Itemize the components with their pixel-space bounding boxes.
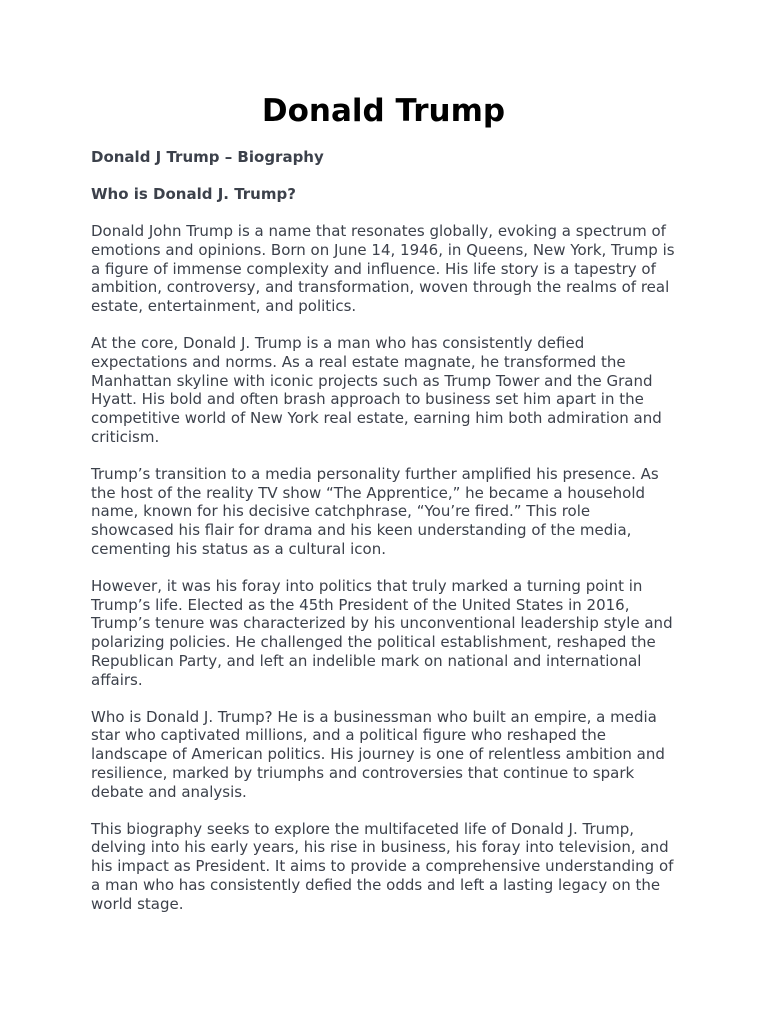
paragraph-real-estate: At the core, Donald J. Trump is a man who has consistently defied expectations and norms. As a real estate magnate, he transformed the Manhattan skyline with iconic projects such as Trump Tower and the Grand Hyatt. His bold and often brash approach to business set him apart in the competitive world of New York real estate, earning him both admiration and criticism. <box>91 333 662 446</box>
document-title: Donald Trump <box>261 93 506 129</box>
paragraph-scope: This biography seeks to explore the multifaceted life of Donald J. Trump, delving into his early years, his rise in business, his foray into television, and his impact as President. It aims to provide a comprehensive understanding of a man who has consistently defied the odds and left a lasting legacy on the world stage. <box>91 819 674 913</box>
paragraph-summary: Who is Donald J. Trump? He is a businessman who built an empire, a media star who captivated millions, and a political figure who reshaped the landscape of American politics. His journey is one of relentless ambition and resilience, marked by triumphs and controversies that continue to spark debate and analysis. <box>91 707 665 801</box>
paragraph-intro: Donald John Trump is a name that resonates globally, evoking a spectrum of emotions and opinions. Born on June 14, 1946, in Queens, New York, Trump is a figure of immense complexity and influence. His life story is a tapestry of ambition, controversy, and transformation, woven through the realms of real estate, entertainment, and politics. <box>91 222 675 316</box>
paragraph-media: Trump’s transition to a media personality further amplified his presence. As the host of the reality TV show “The Apprentice,” he became a household name, known for his decisive catchphrase, “You’re fired.” This role showcased his flair for drama and his keen understanding of the media, cementing his status as a cultural icon. <box>91 464 659 558</box>
paragraph-politics: However, it was his foray into politics that truly marked a turning point in Trump’s life. Elected as the 45th President of the United States in 2016, Trump’s tenure was characterized by his unconventional leadership style and polarizing policies. He challenged the political establishment, reshaped the Republican Party, and left an indelible mark on national and international affairs. <box>91 576 673 689</box>
document-subtitle: Donald J Trump – Biography <box>91 148 324 166</box>
section-heading: Who is Donald J. Trump? <box>91 185 296 203</box>
